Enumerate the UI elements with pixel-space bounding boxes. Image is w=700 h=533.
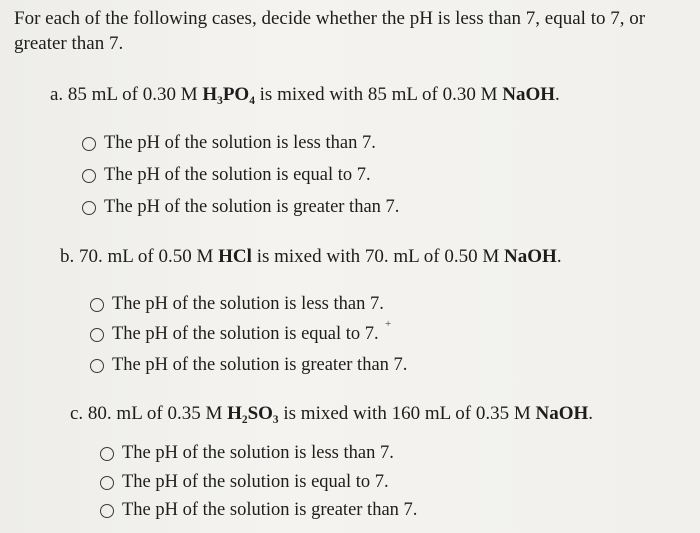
radio-button[interactable] — [100, 504, 114, 518]
question-b-end: . — [556, 246, 562, 267]
question-a-mid: is mixed with 85 mL of 0.30 M — [254, 84, 503, 105]
option-label: The pH of the solution is greater than 7. — [122, 500, 418, 520]
question-b-option-less[interactable] — [90, 294, 384, 315]
instructions-text: For each of the following cases, decide whether the pH is less than 7, equal to 7, or greater than 7. — [14, 8, 646, 54]
option-label: The pH of the solution is equal to 7. — [122, 472, 389, 492]
question-c-base: NaOH — [535, 403, 589, 424]
question-a-acid: H₃PO₄ — [202, 84, 255, 105]
radio-button[interactable] — [100, 476, 114, 490]
radio-button[interactable] — [90, 328, 104, 342]
question-c-title — [70, 403, 593, 425]
option-label: The pH of the solution is greater than 7. — [112, 355, 408, 375]
question-a-label: a. 85 mL of 0.30 M — [50, 84, 203, 105]
question-a-option-less[interactable] — [82, 133, 376, 154]
question-a-end: . — [555, 84, 560, 105]
question-c-option-equal[interactable] — [100, 472, 389, 493]
question-b-title — [60, 246, 562, 268]
question-c-option-greater[interactable] — [100, 500, 417, 521]
question-a-title — [50, 84, 560, 106]
radio-button[interactable] — [100, 447, 114, 461]
question-b-base: NaOH — [504, 246, 557, 267]
option-label: The pH of the solution is equal to 7. — [112, 324, 379, 344]
option-label: The pH of the solution is less than 7. — [104, 133, 376, 153]
option-label: The pH of the solution is less than 7. — [122, 443, 394, 463]
radio-button[interactable] — [90, 298, 104, 312]
cursor-icon: + — [385, 318, 392, 330]
question-a-option-equal[interactable] — [82, 165, 371, 186]
question-b-label: b. 70. mL of 0.50 M — [60, 246, 219, 267]
question-c-label: c. 80. mL of 0.35 M — [70, 403, 228, 424]
question-c-acid: H₂SO₃ — [227, 403, 279, 424]
option-label: The pH of the solution is less than 7. — [112, 294, 384, 314]
radio-button[interactable] — [82, 201, 96, 215]
question-b-option-equal[interactable] — [90, 324, 379, 345]
question-b-option-greater[interactable] — [90, 355, 407, 376]
question-c-mid: is mixed with 160 mL of 0.35 M — [278, 403, 536, 424]
question-c-option-less[interactable] — [100, 443, 394, 464]
question-b-acid: HCl — [218, 246, 252, 267]
question-c-end: . — [588, 403, 593, 424]
question-a-base: NaOH — [502, 84, 556, 105]
radio-button[interactable] — [90, 359, 104, 373]
option-label: The pH of the solution is equal to 7. — [104, 165, 371, 185]
radio-button[interactable] — [82, 169, 96, 183]
radio-button[interactable] — [82, 137, 96, 151]
question-b-mid: is mixed with 70. mL of 0.50 M — [251, 246, 505, 267]
option-label: The pH of the solution is greater than 7. — [104, 197, 400, 217]
question-a-option-greater[interactable] — [82, 197, 399, 218]
